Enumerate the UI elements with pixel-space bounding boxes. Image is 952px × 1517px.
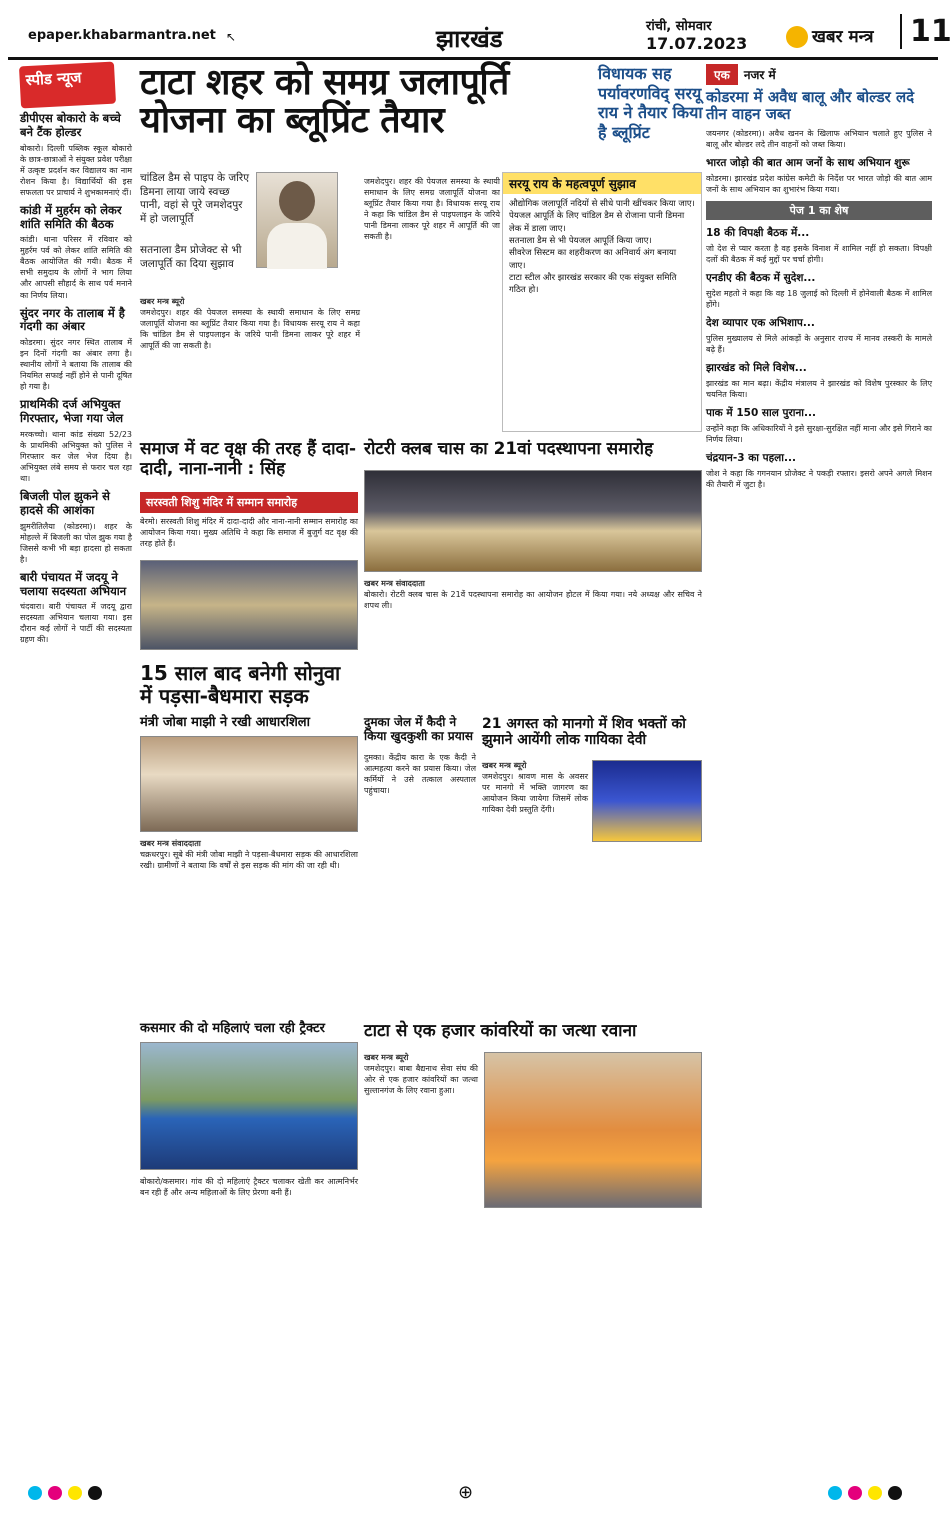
byline: खबर मन्त्र ब्यूरो xyxy=(364,1053,409,1062)
brief-text: बोकारो। दिल्ली पब्लिक स्कूल बोकारो के छात्र-छात्राओं ने संयुक्त प्रवेश परीक्षा में उत्कृष्ट प्रदर्शन कर विद्यालय का नाम रोशन किया है। विद्यार्थियों की इस सफलता पर प्राचार्य ने शुभकामनाएं दीं। xyxy=(20,143,132,197)
continued-title[interactable]: एनडीए की बैठक में सुदेश... xyxy=(706,271,816,284)
brief-title[interactable]: कांडी में मुहर्रम को लेकर शांति समिति की बैठक xyxy=(20,202,122,231)
cursor-icon: ↖ xyxy=(226,30,237,44)
cyan-dot-icon xyxy=(828,1486,842,1500)
continued-title[interactable]: पाक में 150 साल पुराना... xyxy=(706,406,816,419)
byline: खबर मन्त्र संवाददाता xyxy=(364,579,425,588)
article-body: बोकारो/कसमार। गांव की दो महिलाएं ट्रैक्टर चलाकर खेती कर आत्मनिर्भर बन रही हैं और अन्य महिलाओं के लिए प्रेरणा बनी हैं। xyxy=(140,1177,358,1198)
article-body: जमशेदपुर। बाबा बैद्यनाथ सेवा संघ की ओर से एक हजार कांवरियों का जत्था सुल्तानगंज के लिए रवाना हुआ। xyxy=(364,1064,478,1096)
byline: खबर मन्त्र ब्यूरो xyxy=(482,761,527,770)
brand-name: खबर मन्त्र xyxy=(812,27,874,47)
brief-title[interactable]: बिजली पोल झुकने से हादसे की आशंका xyxy=(20,489,110,517)
byline: खबर मन्त्र ब्यूरो xyxy=(140,297,185,306)
black-dot-icon xyxy=(888,1486,902,1500)
sonua-article xyxy=(140,838,358,871)
brief-title[interactable]: प्राथमिकी दर्ज अभियुक्त गिरफ्तार, भेजा गया जेल xyxy=(20,397,124,426)
byline: खबर मन्त्र संवाददाता xyxy=(140,839,201,848)
brief-text: चंदवारा। बारी पंचायत में जदयू द्वारा सदस्यता अभियान चलाया गया। इस दौरान कई लोगों ने पार्टी की सदस्यता ग्रहण की। xyxy=(20,602,132,645)
article-body: बोकारो। रोटरी क्लब चास के 21वें पदस्थापना समारोह का आयोजन होटल में किया गया। नये अध्यक्ष और सचिव ने शपथ ली। xyxy=(364,590,702,611)
brand-logo xyxy=(786,24,874,48)
article-body: जमशेदपुर। श्रावण मास के अवसर पर मानगो में भक्ति जागरण का आयोजन किया जायेगा जिसमें लोक गायिका देवी प्रस्तुति देंगी। xyxy=(482,772,588,815)
yellow-dot-icon xyxy=(68,1486,82,1500)
right-news-column xyxy=(706,64,932,1474)
nazar-label: नजर में xyxy=(743,68,776,82)
continued-bar: पेज 1 का शेष xyxy=(706,201,932,220)
page-header xyxy=(8,6,952,60)
suggestion-item: पेयजल आपूर्ति के लिए चांडिल डैम से रोजाना पानी डिमना लेक में डाला जाए। xyxy=(509,211,685,234)
lead-subhead-1: चांडिल डैम से पाइप के जरिए डिमना लाया जाये स्वच्छ पानी, वहां से पूरे जमशेदपुर में हो जलापूर्ति xyxy=(140,172,250,225)
leader-photo xyxy=(256,172,338,268)
article-body: दुमका। केंद्रीय कारा के एक कैदी ने आत्महत्या करने का प्रयास किया। जेल कर्मियों ने उसे तत्काल अस्पताल पहुंचाया। xyxy=(364,753,476,796)
sonua-subhead: मंत्री जोबा माझी ने रखी आधारशिला xyxy=(140,715,310,730)
kanwar-rally-photo xyxy=(484,1052,702,1208)
article-body: चक्रधरपुर। सूबे की मंत्री जोबा माझी ने पड़सा-बैधमारा सड़क की आधारशिला रखी। ग्रामीणों ने बताया कि वर्षों से इस सड़क की मांग की जा रही थी। xyxy=(140,850,358,871)
rotary-headline[interactable]: रोटरी क्लब चास का 21वां पदस्थापना समारोह xyxy=(364,439,654,459)
suggestion-item: औद्योगिक जलापूर्ति नदियों से सीधे पानी खींचकर किया जाए। xyxy=(509,199,695,209)
brief-text: मरकच्चो। थाना कांड संख्या 52/23 के प्राथमिकी अभियुक्त को पुलिस ने गिरफ्तार कर जेल भेज दिया है। अभियुक्त लंबे समय से फरार चल रहा था। xyxy=(20,429,132,483)
rotary-article xyxy=(364,578,702,611)
speed-news-badge: स्पीड न्यूज xyxy=(19,62,116,109)
brief-title[interactable]: डीपीएस बोकारो के बच्चे बने टैंक होल्डर xyxy=(20,111,121,139)
article-body: झारखंड का मान बढ़ा। केंद्रीय मंत्रालय ने झारखंड को विशेष पुरस्कार के लिए चयनित किया। xyxy=(706,378,932,399)
vat-article xyxy=(140,516,358,549)
lead-article xyxy=(140,296,360,351)
tractor-photo xyxy=(140,1042,358,1170)
suggestion-item: सतनाला डैम से भी पेयजल आपूर्ति किया जाए। xyxy=(509,235,652,246)
ek-tag: एक xyxy=(706,64,738,85)
black-dot-icon xyxy=(88,1486,102,1500)
crosshair-icon: ⊕ xyxy=(458,1482,474,1503)
dumka-headline[interactable]: दुमका जेल में कैदी ने किया खुदकुशी का प्रयास xyxy=(364,715,473,743)
article-body: जमशेदपुर। शहर की पेयजल समस्या के स्थायी समाधान के लिए समग्र जलापूर्ति योजना का ब्लूप्रिंट तैयार किया गया है। विधायक सरयू राय ने कहा कि चांडिल डैम से पाइपलाइन के जरिये पानी डिमना लाकर पूरे शहर में आपूर्ति की जा सकती है। xyxy=(140,308,360,351)
suggestions-box xyxy=(502,172,702,432)
vat-headline[interactable]: समाज में वट वृक्ष की तरह हैं दादा-दादी, नाना-नानी : सिंह xyxy=(140,439,357,479)
article-body: जोश ने कहा कि गगनयान प्रोजेक्ट ने पकड़ी रफ्तार। इसरो अपने अगले मिशन की तैयारी में जुटा है। xyxy=(706,468,932,489)
brief-text: झुमरीतिलैया (कोडरमा)। शहर के मोहल्ले में बिजली का पोल झुक गया है जिससे कभी भी बड़ा हादसा हो सकता है। xyxy=(20,521,132,564)
vat-strip: सरस्वती शिशु मंदिर में सम्मान समारोह xyxy=(140,492,358,513)
foundation-stone-photo xyxy=(140,736,358,832)
koderma-headline[interactable]: कोडरमा में अवैध बालू और बोल्डर लदे तीन वाहन जब्त xyxy=(706,88,915,124)
article-body: जो देश से प्यार करता है वह इसके विनाश में शामिल नहीं हो सकता। विपक्षी दलों की बैठक में कई मुद्दों पर चर्चा होगी। xyxy=(706,243,932,264)
article-body: उन्होंने कहा कि अधिकारियों ने इसे सुरक्षा-सुरक्षित नहीं माना और इसे गिराने का निर्णय लिया। xyxy=(706,423,932,444)
lead-headline[interactable]: टाटा शहर को समग्र जलापूर्ति योजना का ब्लूप्रिंट तैयार xyxy=(140,62,509,141)
lead-subhead-2: सतनाला डैम प्रोजेक्ट से भी जलापूर्ति का दिया सुझाव xyxy=(140,244,242,270)
tractor-article xyxy=(140,1176,358,1198)
article-body: बेरमो। सरस्वती शिशु मंदिर में दादा-दादी और नाना-नानी सम्मान समारोह का आयोजन किया गया। मुख्य अतिथि ने कहा कि समाज में बुजुर्ग वट वृक्ष की तरह होते हैं। xyxy=(140,517,358,549)
brief-text: कोडरमा। सुंदर नगर स्थित तालाब में इन दिनों गंदगी का अंबार लगा है। स्थानीय लोगों ने बताया कि तालाब की नियमित सफाई नहीं होने से पानी दूषित हो गया है। xyxy=(20,338,132,392)
bharat-jodo-title[interactable]: भारत जोड़ो की बात आम जनों के साथ अभियान शुरू xyxy=(706,156,910,169)
page-number: 11 xyxy=(900,14,952,49)
brief-title[interactable]: सुंदर नगर के तालाब में है गंदगी का अंबार xyxy=(20,305,125,334)
magenta-dot-icon xyxy=(848,1486,862,1500)
suggestion-item: टाटा स्टील और झारखंड सरकार की एक संयुक्त समिति गठित हो। xyxy=(509,272,677,296)
continued-title[interactable]: देश व्यापार एक अभिशाप... xyxy=(706,316,815,329)
brief-title[interactable]: बारी पंचायत में जदयू ने चलाया सदस्यता अभियान xyxy=(20,569,127,598)
continued-title[interactable]: 18 की विपक्षी बैठक में... xyxy=(706,226,810,239)
mango-article xyxy=(482,760,588,815)
dumka-article xyxy=(364,752,476,796)
issue-date: 17.07.2023 xyxy=(646,34,748,53)
article-body: पुलिस मुख्यालय से मिले आंकड़ों के अनुसार राज्य में मानव तस्करी के मामले बढ़े हैं। xyxy=(706,333,932,354)
site-url[interactable]: epaper.khabarmantra.net xyxy=(28,28,216,43)
continued-title[interactable]: झारखंड को मिले विशेष... xyxy=(706,361,807,374)
yellow-dot-icon xyxy=(868,1486,882,1500)
magenta-dot-icon xyxy=(48,1486,62,1500)
left-news-column xyxy=(20,64,132,1474)
rotary-group-photo xyxy=(364,470,702,572)
suggestions-title: सरयू राय के महत्वपूर्ण सुझाव xyxy=(503,173,701,194)
article-body: जयनगर (कोडरमा)। अवैध खनन के खिलाफ अभियान चलाते हुए पुलिस ने बालू और बोल्डर लदे तीन वाहनों को जब्त किया। xyxy=(706,128,932,149)
singer-poster-photo xyxy=(592,760,702,842)
brand-circle-icon xyxy=(786,26,808,48)
section-title: झारखंड xyxy=(436,25,503,53)
brief-text: कांडी। थाना परिसर में रविवार को मुहर्रम पर्व को लेकर शांति समिति की बैठक आयोजित की गयी। बैठक में सभी समुदाय के लोगों ने भाग लिया और आपसी सौहार्द के साथ पर्व मनाने का निर्णय लिया। xyxy=(20,235,132,300)
article-body: कोडरमा। झारखंड प्रदेश कांग्रेस कमेटी के निर्देश पर भारत जोड़ो की बात आम जनों के साथ अभियान का शुभारंभ किया गया। xyxy=(706,173,932,194)
lead-quote: विधायक सह पर्यावरणविद् सरयू राय ने तैयार किया है ब्लूप्रिंट xyxy=(598,64,703,142)
school-event-photo xyxy=(140,560,358,650)
kanwar-headline[interactable]: टाटा से एक हजार कांवरियों का जत्था रवाना xyxy=(364,1021,637,1041)
lead-article-cont xyxy=(364,176,500,242)
tractor-headline[interactable]: कसमार की दो महिलाएं चला रही ट्रैक्टर xyxy=(140,1021,325,1036)
cyan-dot-icon xyxy=(28,1486,42,1500)
ek-nazar-header xyxy=(706,64,932,85)
article-body: सुदेश महतो ने कहा कि वह 18 जुलाई को दिल्ली में होनेवाली बैठक में शामिल होंगे। xyxy=(706,288,932,309)
city-day: रांची, सोमवार xyxy=(646,19,712,34)
kanwar-article xyxy=(364,1052,478,1096)
suggestion-item: सीवरेज सिस्टम का शहरीकरण का अनिवार्य अंग बनाया जाए। xyxy=(509,248,677,271)
sonua-headline[interactable]: 15 साल बाद बनेगी सोनुवा में पड़सा-बैधमारा सड़क xyxy=(140,661,341,708)
article-body: जमशेदपुर। शहर की पेयजल समस्या के स्थायी समाधान के लिए समग्र जलापूर्ति योजना का ब्लूप्रिंट तैयार किया गया है। विधायक सरयू राय ने कहा कि चांडिल डैम से पाइपलाइन के जरिये पानी डिमना लाकर पूरे शहर में आपूर्ति की जा सकती है। xyxy=(364,177,500,242)
continued-title[interactable]: चंद्रयान-3 का पहला... xyxy=(706,451,796,464)
mango-headline[interactable]: 21 अगस्त को मानगो में शिव भक्तों को झुमाने आयेंगी लोक गायिका देवी xyxy=(482,716,686,749)
